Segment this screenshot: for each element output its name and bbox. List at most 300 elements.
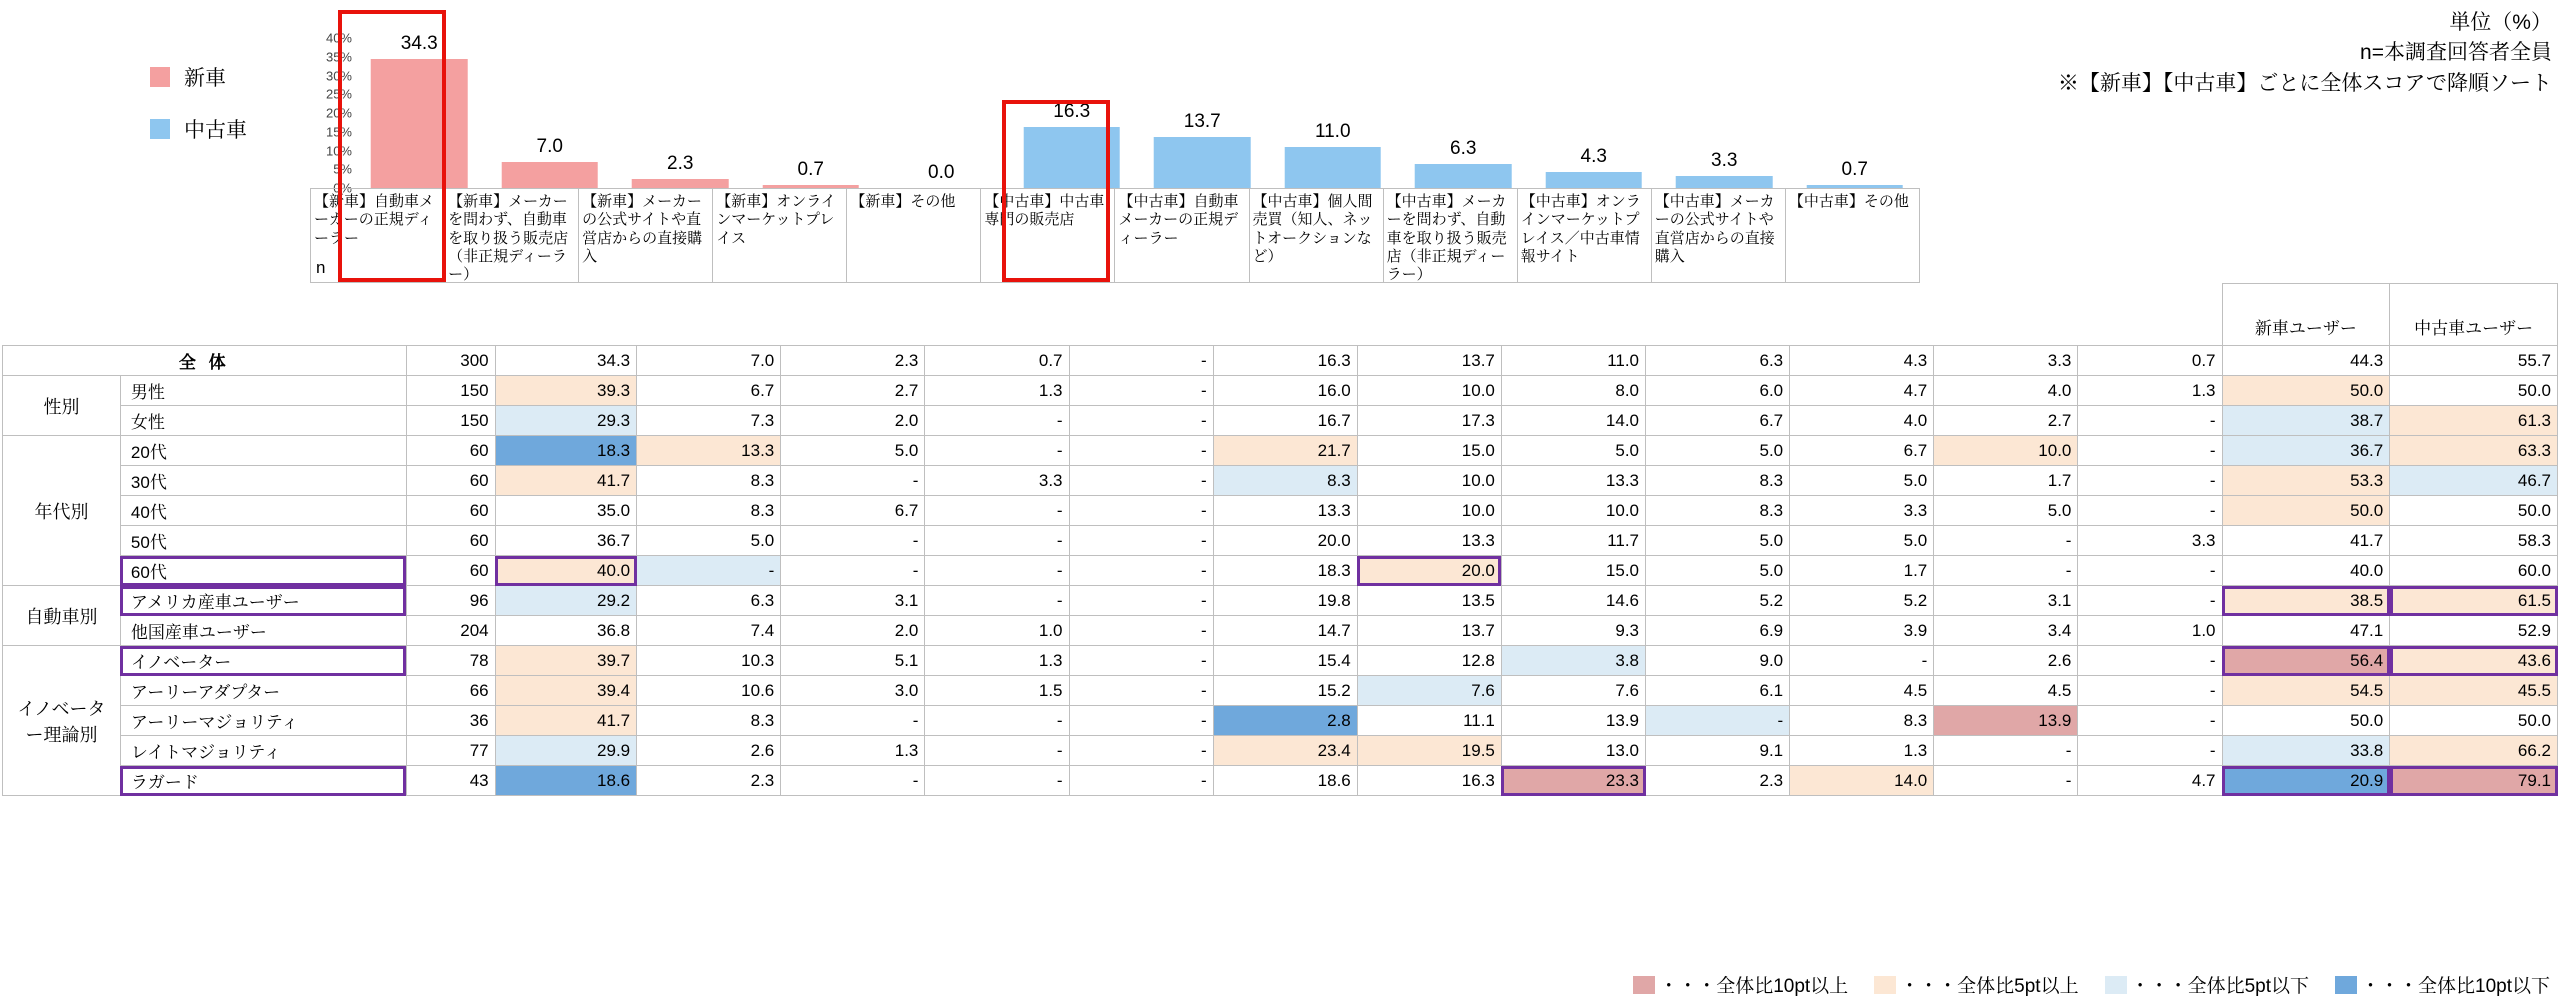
- cell-r4-c11: -: [2078, 466, 2222, 496]
- heat-legend-item-2: [2105, 971, 2309, 998]
- cell-r8-c2: 3.1: [781, 586, 925, 616]
- cell-r14-c8: 2.3: [1646, 766, 1790, 796]
- right-cell-r10-c1: 43.6: [2390, 646, 2558, 676]
- cell-r0-c2: 2.3: [781, 346, 925, 376]
- cell-r3-c2: 5.0: [781, 436, 925, 466]
- cell-r3-c7: 5.0: [1501, 436, 1645, 466]
- category-label-7: 【中古車】個人間売買（知人、ネットオークションなど）: [1249, 188, 1383, 283]
- row-n: 60: [406, 436, 495, 466]
- cell-r0-c8: 6.3: [1646, 346, 1790, 376]
- cell-r7-c11: -: [2078, 556, 2222, 586]
- chart-legend: [150, 62, 247, 166]
- cell-r12-c7: 13.9: [1501, 706, 1645, 736]
- cell-r2-c10: 2.7: [1934, 406, 2078, 436]
- right-cell-r2-c0: 38.7: [2222, 406, 2390, 436]
- heat-legend-label-1: ・・・全体比5pt以上: [1900, 976, 2079, 997]
- table-row: [3, 586, 2558, 616]
- cell-r7-c4: -: [1069, 556, 1213, 586]
- right-cell-r13-c0: 33.8: [2222, 736, 2390, 766]
- bar-cell-3: [746, 8, 877, 188]
- bar-value-5: 16.3: [1053, 100, 1091, 122]
- group-label-自動車別: 自動車別: [3, 586, 121, 646]
- cell-r3-c3: -: [925, 436, 1069, 466]
- cell-r9-c1: 7.4: [637, 616, 781, 646]
- cell-r3-c10: 10.0: [1934, 436, 2078, 466]
- cell-r8-c9: 5.2: [1790, 586, 1934, 616]
- row-n: 66: [406, 676, 495, 706]
- cell-r13-c10: -: [1934, 736, 2078, 766]
- cell-r4-c5: 8.3: [1213, 466, 1357, 496]
- y-tick-4: 20%: [325, 105, 352, 121]
- row-label: 50代: [120, 526, 406, 556]
- bar-9: [1545, 172, 1642, 188]
- cell-r6-c1: 5.0: [637, 526, 781, 556]
- cell-r10-c7: 3.8: [1501, 646, 1645, 676]
- data-table: [2, 283, 2558, 796]
- cell-r14-c0: 18.6: [495, 766, 637, 796]
- right-header-1: 中古車ユーザー: [2390, 284, 2558, 346]
- cell-r1-c8: 6.0: [1646, 376, 1790, 406]
- bar-value-6: 13.7: [1183, 110, 1221, 132]
- row-label: 男性: [120, 376, 406, 406]
- cell-r1-c7: 8.0: [1501, 376, 1645, 406]
- bar-chart: [310, 8, 1920, 196]
- heat-legend-item-1: [1874, 971, 2078, 998]
- header-spacer: [120, 284, 406, 346]
- cell-r2-c7: 14.0: [1501, 406, 1645, 436]
- heat-legend-label-3: ・・・全体比10pt以下: [2361, 976, 2550, 997]
- header-spacer: [3, 284, 121, 346]
- cell-r11-c2: 3.0: [781, 676, 925, 706]
- cell-r0-c4: -: [1069, 346, 1213, 376]
- cell-r4-c2: -: [781, 466, 925, 496]
- heat-legend-swatch-2: [2105, 976, 2127, 994]
- right-cell-r0-c0: 44.3: [2222, 346, 2390, 376]
- cell-r8-c3: -: [925, 586, 1069, 616]
- cell-r5-c11: -: [2078, 496, 2222, 526]
- header-spacer: [1213, 284, 1357, 346]
- cell-r4-c7: 13.3: [1501, 466, 1645, 496]
- cell-r10-c3: 1.3: [925, 646, 1069, 676]
- right-cell-r12-c0: 50.0: [2222, 706, 2390, 736]
- right-cell-r14-c1: 79.1: [2390, 766, 2558, 796]
- bar-value-4: 0.0: [928, 162, 955, 183]
- bar-value-2: 2.3: [667, 153, 694, 175]
- cell-r1-c5: 16.0: [1213, 376, 1357, 406]
- bar-cell-7: [1268, 8, 1399, 188]
- row-label: 女性: [120, 406, 406, 436]
- heat-legend-label-0: ・・・全体比10pt以上: [1659, 976, 1849, 997]
- heat-legend-swatch-3: [2335, 976, 2357, 994]
- cell-r0-c1: 7.0: [637, 346, 781, 376]
- cell-r6-c10: -: [1934, 526, 2078, 556]
- cell-r6-c6: 13.3: [1357, 526, 1501, 556]
- note-sort: ※【新車】【中古車】ごとに全体スコアで降順ソート: [2057, 71, 2552, 95]
- row-label: アメリカ産車ユーザー: [120, 586, 406, 616]
- header-spacer: [781, 284, 925, 346]
- data-table-wrapper: [2, 283, 2558, 796]
- header-spacer: [637, 284, 781, 346]
- cell-r7-c6: 20.0: [1357, 556, 1501, 586]
- cell-r3-c9: 6.7: [1790, 436, 1934, 466]
- cell-r14-c5: 18.6: [1213, 766, 1357, 796]
- bar-cell-4: [876, 8, 1007, 188]
- cell-r13-c6: 19.5: [1357, 736, 1501, 766]
- cell-r5-c7: 10.0: [1501, 496, 1645, 526]
- cell-r6-c4: -: [1069, 526, 1213, 556]
- row-n: 300: [406, 346, 495, 376]
- cell-r11-c11: -: [2078, 676, 2222, 706]
- cell-r0-c11: 0.7: [2078, 346, 2222, 376]
- right-cell-r1-c0: 50.0: [2222, 376, 2390, 406]
- cell-r3-c6: 15.0: [1357, 436, 1501, 466]
- cell-r14-c1: 2.3: [637, 766, 781, 796]
- cell-r11-c3: 1.5: [925, 676, 1069, 706]
- category-label-4: 【新車】その他: [846, 188, 980, 283]
- cell-r14-c4: -: [1069, 766, 1213, 796]
- plot-area: [354, 8, 1920, 188]
- category-label-0: 【新車】自動車メーカーの正規ディーラー: [310, 188, 444, 283]
- cell-r5-c5: 13.3: [1213, 496, 1357, 526]
- legend-item-new: [150, 62, 247, 92]
- row-label: 40代: [120, 496, 406, 526]
- bar-1: [501, 162, 598, 188]
- table-row: [3, 436, 2558, 466]
- cell-r13-c3: -: [925, 736, 1069, 766]
- cell-r4-c9: 5.0: [1790, 466, 1934, 496]
- cell-r11-c1: 10.6: [637, 676, 781, 706]
- cell-r10-c9: -: [1790, 646, 1934, 676]
- right-cell-r4-c1: 46.7: [2390, 466, 2558, 496]
- table-row: [3, 376, 2558, 406]
- cell-r13-c2: 1.3: [781, 736, 925, 766]
- header-spacer: [1069, 284, 1213, 346]
- table-row: [3, 706, 2558, 736]
- legend-swatch-new: [150, 67, 170, 87]
- cell-r4-c6: 10.0: [1357, 466, 1501, 496]
- cell-r13-c4: -: [1069, 736, 1213, 766]
- cell-r13-c9: 1.3: [1790, 736, 1934, 766]
- cell-r8-c7: 14.6: [1501, 586, 1645, 616]
- y-tick-6: 30%: [325, 68, 352, 83]
- row-label: ラガード: [120, 766, 406, 796]
- category-label-1: 【新車】メーカーを問わず、自動車を取り扱う販売店（非正規ディーラー）: [444, 188, 578, 283]
- n-axis-label: n: [316, 258, 326, 277]
- cell-r0-c6: 13.7: [1357, 346, 1501, 376]
- row-label: 20代: [120, 436, 406, 466]
- category-label-9: 【中古車】オンラインマーケットプレイス／中古車情報サイト: [1517, 188, 1651, 283]
- legend-label-new: 新車: [184, 67, 226, 90]
- header-spacer: [925, 284, 1069, 346]
- right-cell-r8-c1: 61.5: [2390, 586, 2558, 616]
- cell-r11-c6: 7.6: [1357, 676, 1501, 706]
- bar-cell-6: [1137, 8, 1268, 188]
- cell-r9-c0: 36.8: [495, 616, 637, 646]
- row-n: 204: [406, 616, 495, 646]
- cell-r2-c3: -: [925, 406, 1069, 436]
- cell-r11-c8: 6.1: [1646, 676, 1790, 706]
- bar-value-7: 11.0: [1314, 120, 1351, 142]
- cell-r5-c8: 8.3: [1646, 496, 1790, 526]
- bar-10: [1676, 176, 1773, 188]
- cell-r9-c3: 1.0: [925, 616, 1069, 646]
- cell-r1-c3: 1.3: [925, 376, 1069, 406]
- cell-r0-c3: 0.7: [925, 346, 1069, 376]
- header-spacer: [406, 284, 495, 346]
- cell-r6-c3: -: [925, 526, 1069, 556]
- bar-6: [1154, 137, 1251, 188]
- right-cell-r5-c0: 50.0: [2222, 496, 2390, 526]
- bar-value-3: 0.7: [797, 159, 824, 181]
- table-row: [3, 646, 2558, 676]
- header-spacer: [1934, 284, 2078, 346]
- cell-r2-c8: 6.7: [1646, 406, 1790, 436]
- cell-r9-c7: 9.3: [1501, 616, 1645, 646]
- cell-r14-c3: -: [925, 766, 1069, 796]
- table-row: [3, 346, 2558, 376]
- cell-r2-c9: 4.0: [1790, 406, 1934, 436]
- heat-legend-item-0: [1633, 971, 1848, 998]
- cell-r0-c7: 11.0: [1501, 346, 1645, 376]
- category-header-row: [310, 188, 1920, 283]
- bar-value-9: 4.3: [1580, 145, 1607, 167]
- legend-swatch-used: [150, 119, 170, 139]
- cell-r5-c3: -: [925, 496, 1069, 526]
- cell-r13-c11: -: [2078, 736, 2222, 766]
- cell-r9-c5: 14.7: [1213, 616, 1357, 646]
- right-cell-r3-c0: 36.7: [2222, 436, 2390, 466]
- header-spacer: [1357, 284, 1501, 346]
- cell-r4-c10: 1.7: [1934, 466, 2078, 496]
- row-label-total: 全 体: [3, 346, 407, 376]
- cell-r1-c1: 6.7: [637, 376, 781, 406]
- row-label: イノベーター: [120, 646, 406, 676]
- cell-r7-c5: 18.3: [1213, 556, 1357, 586]
- cell-r2-c2: 2.0: [781, 406, 925, 436]
- cell-r6-c5: 20.0: [1213, 526, 1357, 556]
- cell-r8-c1: 6.3: [637, 586, 781, 616]
- cell-r3-c4: -: [1069, 436, 1213, 466]
- cell-r3-c8: 5.0: [1646, 436, 1790, 466]
- y-tick-8: 40%: [325, 30, 352, 46]
- cell-r13-c8: 9.1: [1646, 736, 1790, 766]
- cell-r9-c4: -: [1069, 616, 1213, 646]
- cell-r10-c0: 39.7: [495, 646, 637, 676]
- header-spacer: [1501, 284, 1645, 346]
- table-row: [3, 556, 2558, 586]
- header-spacer: [495, 284, 637, 346]
- row-n: 60: [406, 556, 495, 586]
- table-row: [3, 406, 2558, 436]
- right-cell-r12-c1: 50.0: [2390, 706, 2558, 736]
- cell-r4-c3: 3.3: [925, 466, 1069, 496]
- right-cell-r4-c0: 53.3: [2222, 466, 2390, 496]
- table-row: [3, 616, 2558, 646]
- cell-r1-c4: -: [1069, 376, 1213, 406]
- cell-r7-c2: -: [781, 556, 925, 586]
- row-label: 他国産車ユーザー: [120, 616, 406, 646]
- y-tick-2: 10%: [325, 143, 352, 158]
- cell-r5-c10: 5.0: [1934, 496, 2078, 526]
- row-n: 36: [406, 706, 495, 736]
- cell-r10-c2: 5.1: [781, 646, 925, 676]
- header-spacer: [1790, 284, 1934, 346]
- highlight-box-new-dealer: [338, 10, 446, 282]
- cell-r1-c6: 10.0: [1357, 376, 1501, 406]
- cell-r9-c6: 13.7: [1357, 616, 1501, 646]
- legend-label-used: 中古車: [184, 119, 247, 142]
- cell-r7-c7: 15.0: [1501, 556, 1645, 586]
- row-n: 150: [406, 406, 495, 436]
- y-tick-5: 25%: [325, 86, 352, 102]
- row-label: 60代: [120, 556, 406, 586]
- cell-r3-c0: 18.3: [495, 436, 637, 466]
- cell-r2-c6: 17.3: [1357, 406, 1501, 436]
- cell-r11-c9: 4.5: [1790, 676, 1934, 706]
- cell-r2-c4: -: [1069, 406, 1213, 436]
- right-header-0: 新車ユーザー: [2222, 284, 2390, 346]
- cell-r13-c0: 29.9: [495, 736, 637, 766]
- cell-r12-c6: 11.1: [1357, 706, 1501, 736]
- heat-legend-label-2: ・・・全体比5pt以下: [2130, 976, 2310, 997]
- cell-r5-c1: 8.3: [637, 496, 781, 526]
- cell-r6-c0: 36.7: [495, 526, 637, 556]
- cell-r11-c5: 15.2: [1213, 676, 1357, 706]
- cell-r6-c9: 5.0: [1790, 526, 1934, 556]
- row-label: 30代: [120, 466, 406, 496]
- bar-8: [1415, 164, 1512, 188]
- right-cell-r7-c0: 40.0: [2222, 556, 2390, 586]
- right-cell-r6-c1: 58.3: [2390, 526, 2558, 556]
- right-cell-r9-c0: 47.1: [2222, 616, 2390, 646]
- row-label: アーリーアダプター: [120, 676, 406, 706]
- cell-r2-c1: 7.3: [637, 406, 781, 436]
- cell-r8-c4: -: [1069, 586, 1213, 616]
- chart-note: [2058, 8, 2552, 99]
- category-label-3: 【新車】オンラインマーケットプレイス: [712, 188, 846, 283]
- bar-value-1: 7.0: [536, 135, 563, 157]
- right-cell-r14-c0: 20.9: [2222, 766, 2390, 796]
- cell-r12-c8: -: [1646, 706, 1790, 736]
- cell-r7-c9: 1.7: [1790, 556, 1934, 586]
- y-tick-1: 5%: [333, 161, 352, 177]
- table-row: [3, 526, 2558, 556]
- cell-r5-c0: 35.0: [495, 496, 637, 526]
- right-cell-r3-c1: 63.3: [2390, 436, 2558, 466]
- heat-legend: [1607, 971, 2550, 998]
- cell-r9-c9: 3.9: [1790, 616, 1934, 646]
- cell-r4-c4: -: [1069, 466, 1213, 496]
- cell-r8-c11: -: [2078, 586, 2222, 616]
- right-cell-r0-c1: 55.7: [2390, 346, 2558, 376]
- cell-r10-c11: -: [2078, 646, 2222, 676]
- cell-r2-c0: 29.3: [495, 406, 637, 436]
- bar-7: [1284, 147, 1381, 188]
- cell-r12-c3: -: [925, 706, 1069, 736]
- cell-r7-c3: -: [925, 556, 1069, 586]
- right-cell-r11-c0: 54.5: [2222, 676, 2390, 706]
- bar-value-8: 6.3: [1450, 138, 1477, 160]
- row-n: 60: [406, 466, 495, 496]
- cell-r4-c1: 8.3: [637, 466, 781, 496]
- bar-value-11: 0.7: [1841, 159, 1868, 181]
- highlight-box-used-p2p: [1002, 100, 1110, 282]
- right-cell-r1-c1: 50.0: [2390, 376, 2558, 406]
- table-header-row: [3, 284, 2558, 346]
- table-row: [3, 766, 2558, 796]
- note-unit: 単位（%）: [2449, 11, 2552, 34]
- cell-r9-c8: 6.9: [1646, 616, 1790, 646]
- right-cell-r13-c1: 66.2: [2390, 736, 2558, 766]
- row-n: 96: [406, 586, 495, 616]
- cell-r12-c4: -: [1069, 706, 1213, 736]
- cell-r9-c10: 3.4: [1934, 616, 2078, 646]
- row-n: 150: [406, 376, 495, 406]
- bar-cell-1: [485, 8, 616, 188]
- cell-r10-c8: 9.0: [1646, 646, 1790, 676]
- bar-cell-2: [615, 8, 746, 188]
- bar-cell-8: [1398, 8, 1529, 188]
- cell-r1-c9: 4.7: [1790, 376, 1934, 406]
- header-spacer: [1646, 284, 1790, 346]
- right-cell-r7-c1: 60.0: [2390, 556, 2558, 586]
- cell-r10-c4: -: [1069, 646, 1213, 676]
- cell-r7-c10: -: [1934, 556, 2078, 586]
- cell-r4-c0: 41.7: [495, 466, 637, 496]
- right-cell-r9-c1: 52.9: [2390, 616, 2558, 646]
- category-label-6: 【中古車】自動車メーカーの正規ディーラー: [1114, 188, 1248, 283]
- bar-2: [632, 179, 729, 188]
- cell-r1-c10: 4.0: [1934, 376, 2078, 406]
- cell-r10-c1: 10.3: [637, 646, 781, 676]
- cell-r5-c2: 6.7: [781, 496, 925, 526]
- cell-r11-c10: 4.5: [1934, 676, 2078, 706]
- bar-value-10: 3.3: [1711, 149, 1738, 171]
- cell-r3-c5: 21.7: [1213, 436, 1357, 466]
- row-n: 60: [406, 496, 495, 526]
- cell-r1-c11: 1.3: [2078, 376, 2222, 406]
- category-label-11: 【中古車】その他: [1785, 188, 1920, 283]
- group-label-イノベーター理論別: イノベーター理論別: [3, 646, 121, 796]
- cell-r13-c7: 13.0: [1501, 736, 1645, 766]
- right-cell-r10-c0: 56.4: [2222, 646, 2390, 676]
- cell-r1-c2: 2.7: [781, 376, 925, 406]
- bar-cell-9: [1529, 8, 1660, 188]
- cell-r13-c5: 23.4: [1213, 736, 1357, 766]
- row-n: 77: [406, 736, 495, 766]
- legend-item-used: [150, 114, 247, 144]
- cell-r14-c6: 16.3: [1357, 766, 1501, 796]
- cell-r14-c2: -: [781, 766, 925, 796]
- cell-r7-c1: -: [637, 556, 781, 586]
- category-label-10: 【中古車】メーカーの公式サイトや直営店からの直接購入: [1651, 188, 1785, 283]
- table-row: [3, 466, 2558, 496]
- cell-r8-c5: 19.8: [1213, 586, 1357, 616]
- cell-r0-c5: 16.3: [1213, 346, 1357, 376]
- cell-r14-c9: 14.0: [1790, 766, 1934, 796]
- row-n: 60: [406, 526, 495, 556]
- note-base: n=本調査回答者全員: [2360, 41, 2552, 65]
- cell-r14-c10: -: [1934, 766, 2078, 796]
- row-label: アーリーマジョリティ: [120, 706, 406, 736]
- cell-r3-c11: -: [2078, 436, 2222, 466]
- right-cell-r5-c1: 50.0: [2390, 496, 2558, 526]
- cell-r12-c10: 13.9: [1934, 706, 2078, 736]
- cell-r7-c0: 40.0: [495, 556, 637, 586]
- group-label-年代別: 年代別: [3, 436, 121, 586]
- cell-r10-c6: 12.8: [1357, 646, 1501, 676]
- cell-r10-c10: 2.6: [1934, 646, 2078, 676]
